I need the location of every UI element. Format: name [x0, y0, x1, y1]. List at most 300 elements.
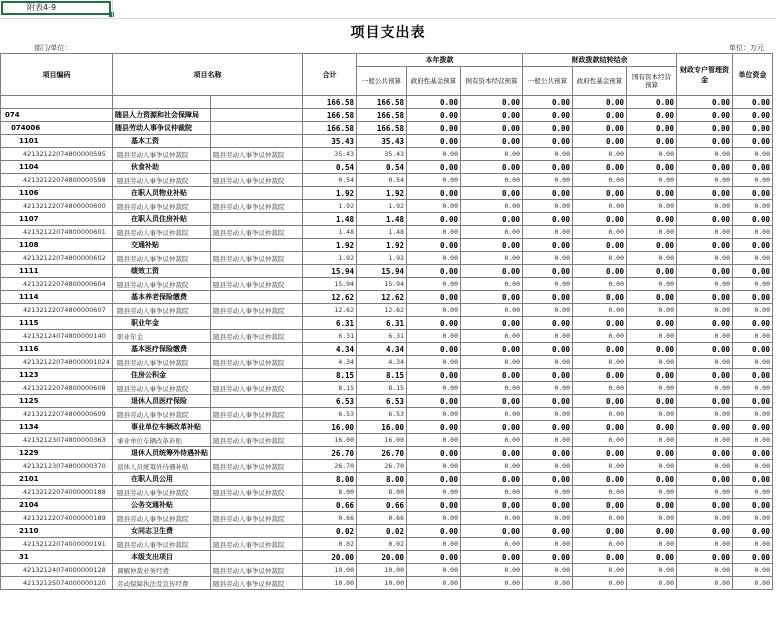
cell-value[interactable]: 0.00 [407, 96, 461, 109]
cell-unit[interactable] [211, 109, 303, 122]
cell-value[interactable]: 0.54 [303, 174, 357, 187]
cell-value[interactable]: 0.00 [733, 148, 773, 161]
cell-value[interactable]: 0.00 [573, 96, 627, 109]
cell-value[interactable]: 0.00 [627, 473, 677, 486]
cell-value[interactable]: 0.00 [461, 148, 523, 161]
cell-value[interactable]: 0.00 [677, 304, 733, 317]
cell-value[interactable]: 1.48 [357, 213, 407, 226]
cell-value[interactable]: 0.00 [407, 317, 461, 330]
cell-value[interactable]: 0.00 [733, 486, 773, 499]
cell-code[interactable]: 42132122074000000191 [1, 538, 113, 551]
cell-code[interactable]: 42132122074800000602 [1, 252, 113, 265]
cell-value[interactable]: 0.66 [303, 499, 357, 512]
cell-value[interactable]: 0.00 [461, 161, 523, 174]
cell-unit[interactable]: 随县劳动人事争议仲裁院 [211, 148, 303, 161]
cell-value[interactable]: 0.00 [627, 343, 677, 356]
cell-value[interactable]: 0.00 [523, 447, 573, 460]
cell-name[interactable]: 女同志卫生费 [113, 525, 211, 538]
cell-unit[interactable] [211, 213, 303, 226]
cell-value[interactable]: 0.00 [677, 551, 733, 564]
cell-value[interactable]: 0.00 [407, 122, 461, 135]
cell-value[interactable]: 166.58 [357, 122, 407, 135]
cell-name[interactable]: 劳动保障执法及宣传经费 [113, 577, 211, 590]
cell-value[interactable]: 0.00 [573, 291, 627, 304]
cell-value[interactable]: 0.00 [573, 395, 627, 408]
cell-name[interactable]: 在职人员公用 [113, 473, 211, 486]
cell-value[interactable]: 0.00 [573, 356, 627, 369]
cell-value[interactable]: 0.00 [407, 161, 461, 174]
cell-value[interactable]: 0.00 [573, 317, 627, 330]
cell-value[interactable]: 6.53 [357, 408, 407, 421]
cell-name[interactable]: 随县劳动人事争议仲裁院 [113, 304, 211, 317]
cell-value[interactable]: 0.00 [407, 564, 461, 577]
cell-unit[interactable]: 随县劳动人事争议仲裁院 [211, 252, 303, 265]
cell-value[interactable]: 0.00 [627, 408, 677, 421]
cell-value[interactable]: 0.00 [733, 356, 773, 369]
cell-value[interactable]: 0.00 [523, 239, 573, 252]
cell-value[interactable]: 0.00 [573, 174, 627, 187]
cell-value[interactable]: 0.00 [523, 200, 573, 213]
cell-value[interactable]: 16.00 [357, 421, 407, 434]
cell-name[interactable]: 在职人员住房补贴 [113, 213, 211, 226]
cell-value[interactable]: 26.70 [303, 460, 357, 473]
cell-value[interactable]: 0.00 [627, 395, 677, 408]
cell-unit[interactable] [211, 395, 303, 408]
cell-unit[interactable] [211, 122, 303, 135]
cell-value[interactable]: 0.00 [733, 174, 773, 187]
cell-value[interactable]: 4.34 [357, 356, 407, 369]
cell-value[interactable]: 0.00 [461, 395, 523, 408]
cell-value[interactable]: 0.00 [677, 434, 733, 447]
cell-value[interactable]: 0.00 [523, 135, 573, 148]
cell-value[interactable]: 0.00 [627, 252, 677, 265]
cell-value[interactable]: 0.00 [627, 226, 677, 239]
cell-value[interactable]: 0.00 [677, 512, 733, 525]
cell-code[interactable]: 42132122074000000189 [1, 512, 113, 525]
cell-value[interactable]: 0.00 [461, 525, 523, 538]
cell-value[interactable]: 0.00 [407, 473, 461, 486]
cell-value[interactable]: 6.31 [303, 330, 357, 343]
cell-value[interactable]: 0.00 [407, 408, 461, 421]
cell-value[interactable]: 15.94 [357, 265, 407, 278]
cell-value[interactable]: 0.00 [461, 239, 523, 252]
cell-value[interactable]: 0.00 [677, 538, 733, 551]
cell-value[interactable]: 0.00 [523, 252, 573, 265]
cell-value[interactable]: 166.58 [357, 109, 407, 122]
cell-value[interactable]: 0.00 [523, 278, 573, 291]
cell-code[interactable]: 42132122074000000188 [1, 486, 113, 499]
cell-code[interactable]: 42132123074800000370 [1, 460, 113, 473]
cell-value[interactable]: 12.62 [303, 304, 357, 317]
cell-value[interactable]: 8.00 [303, 486, 357, 499]
cell-value[interactable]: 0.00 [733, 577, 773, 590]
cell-value[interactable]: 0.00 [733, 460, 773, 473]
cell-value[interactable]: 0.00 [461, 343, 523, 356]
cell-value[interactable]: 0.00 [733, 538, 773, 551]
cell-value[interactable]: 0.00 [523, 512, 573, 525]
cell-value[interactable]: 0.00 [627, 525, 677, 538]
cell-name[interactable]: 交通补贴 [113, 239, 211, 252]
cell-value[interactable]: 1.92 [357, 239, 407, 252]
cell-unit[interactable] [211, 473, 303, 486]
cell-name[interactable]: 事业单位车辆改革补贴 [113, 421, 211, 434]
cell-value[interactable]: 0.00 [733, 317, 773, 330]
cell-value[interactable]: 0.00 [407, 447, 461, 460]
cell-value[interactable]: 0.00 [573, 330, 627, 343]
cell-value[interactable]: 0.00 [627, 369, 677, 382]
cell-code[interactable]: 42132122074800000595 [1, 148, 113, 161]
cell-value[interactable]: 6.31 [357, 330, 407, 343]
cell-value[interactable]: 0.00 [627, 304, 677, 317]
cell-value[interactable]: 0.00 [407, 395, 461, 408]
cell-value[interactable]: 0.00 [523, 473, 573, 486]
cell-name[interactable]: 本级支出项目 [113, 551, 211, 564]
cell-value[interactable]: 0.00 [523, 577, 573, 590]
cell-value[interactable]: 0.00 [627, 486, 677, 499]
cell-unit[interactable] [211, 447, 303, 460]
cell-unit[interactable]: 随县劳动人事争议仲裁院 [211, 486, 303, 499]
cell-value[interactable]: 4.34 [303, 356, 357, 369]
cell-value[interactable]: 0.00 [407, 499, 461, 512]
cell-unit[interactable]: 随县劳动人事争议仲裁院 [211, 434, 303, 447]
cell-value[interactable]: 0.00 [407, 213, 461, 226]
cell-value[interactable]: 0.00 [733, 304, 773, 317]
cell-value[interactable]: 0.00 [407, 486, 461, 499]
cell-code[interactable]: 42132122074800000609 [1, 408, 113, 421]
cell-value[interactable]: 0.00 [627, 278, 677, 291]
cell-name[interactable]: 随县劳动人事争议仲裁院 [113, 122, 211, 135]
cell-name[interactable]: 基本养老保险缴费 [113, 291, 211, 304]
cell-value[interactable]: 0.00 [461, 278, 523, 291]
cell-name[interactable]: 在职人员物业补贴 [113, 187, 211, 200]
cell-value[interactable]: 0.00 [407, 356, 461, 369]
cell-value[interactable]: 0.00 [677, 473, 733, 486]
cell-value[interactable]: 0.00 [733, 434, 773, 447]
cell-value[interactable]: 0.00 [461, 434, 523, 447]
cell-value[interactable]: 0.00 [461, 577, 523, 590]
cell-unit[interactable] [211, 135, 303, 148]
cell-value[interactable]: 0.00 [407, 434, 461, 447]
cell-value[interactable]: 0.00 [733, 187, 773, 200]
cell-value[interactable]: 8.15 [357, 382, 407, 395]
cell-unit[interactable]: 随县劳动人事争议仲裁院 [211, 408, 303, 421]
cell-value[interactable]: 0.00 [523, 343, 573, 356]
cell-value[interactable]: 0.00 [677, 447, 733, 460]
cell-value[interactable]: 0.00 [733, 525, 773, 538]
cell-value[interactable]: 0.00 [523, 330, 573, 343]
cell-value[interactable]: 0.00 [627, 330, 677, 343]
cell-name[interactable]: 退休人员统筹外待遇补贴 [113, 460, 211, 473]
cell-value[interactable]: 0.00 [461, 564, 523, 577]
cell-value[interactable]: 0.00 [677, 499, 733, 512]
cell-value[interactable]: 0.00 [523, 213, 573, 226]
cell-value[interactable]: 0.00 [733, 109, 773, 122]
cell-value[interactable]: 1.92 [303, 200, 357, 213]
cell-code[interactable]: 42132125074000000120 [1, 577, 113, 590]
cell-unit[interactable] [211, 343, 303, 356]
cell-value[interactable]: 0.00 [677, 408, 733, 421]
cell-code[interactable]: 1125 [1, 395, 113, 408]
cell-value[interactable]: 0.00 [523, 265, 573, 278]
cell-value[interactable]: 0.00 [677, 369, 733, 382]
cell-value[interactable]: 0.00 [523, 538, 573, 551]
cell-value[interactable]: 0.00 [523, 551, 573, 564]
cell-unit[interactable] [211, 499, 303, 512]
cell-value[interactable]: 0.00 [407, 200, 461, 213]
cell-value[interactable]: 0.00 [407, 239, 461, 252]
cell-value[interactable]: 0.00 [573, 447, 627, 460]
cell-value[interactable]: 0.00 [523, 356, 573, 369]
cell-value[interactable]: 0.00 [523, 122, 573, 135]
cell-value[interactable]: 6.53 [357, 395, 407, 408]
cell-value[interactable]: 0.00 [461, 512, 523, 525]
cell-value[interactable]: 0.00 [573, 486, 627, 499]
cell-value[interactable]: 0.00 [733, 447, 773, 460]
cell-value[interactable]: 0.00 [407, 265, 461, 278]
cell-value[interactable]: 0.00 [461, 122, 523, 135]
cell-value[interactable]: 8.15 [303, 382, 357, 395]
cell-value[interactable]: 1.92 [357, 252, 407, 265]
cell-value[interactable]: 0.00 [523, 421, 573, 434]
cell-value[interactable]: 0.00 [733, 122, 773, 135]
cell-code[interactable]: 1229 [1, 447, 113, 460]
cell-name[interactable]: 随县人力资源和社会保障局 [113, 109, 211, 122]
cell-value[interactable]: 0.00 [523, 525, 573, 538]
cell-value[interactable]: 16.00 [303, 421, 357, 434]
cell-value[interactable]: 0.00 [627, 447, 677, 460]
cell-value[interactable]: 15.94 [303, 265, 357, 278]
cell-value[interactable]: 0.00 [733, 213, 773, 226]
cell-value[interactable]: 6.53 [303, 395, 357, 408]
cell-value[interactable]: 0.00 [407, 109, 461, 122]
cell-value[interactable]: 0.00 [677, 317, 733, 330]
cell-name[interactable]: 随县劳动人事争议仲裁院 [113, 278, 211, 291]
cell-code[interactable]: 074 [1, 109, 113, 122]
cell-code[interactable]: 42132124074800000140 [1, 330, 113, 343]
cell-code[interactable]: 42132122074800000598 [1, 174, 113, 187]
cell-value[interactable]: 0.00 [627, 96, 677, 109]
cell-value[interactable]: 0.00 [677, 330, 733, 343]
cell-value[interactable]: 16.00 [303, 434, 357, 447]
cell-value[interactable]: 0.00 [523, 109, 573, 122]
cell-value[interactable]: 0.00 [573, 122, 627, 135]
cell-value[interactable]: 0.00 [461, 382, 523, 395]
cell-value[interactable]: 0.00 [523, 564, 573, 577]
cell-value[interactable]: 0.00 [627, 213, 677, 226]
cell-value[interactable]: 6.53 [303, 408, 357, 421]
cell-value[interactable]: 0.00 [523, 317, 573, 330]
cell-value[interactable]: 0.00 [733, 330, 773, 343]
cell-value[interactable]: 0.00 [523, 395, 573, 408]
cell-value[interactable]: 0.66 [303, 512, 357, 525]
cell-value[interactable]: 0.00 [461, 408, 523, 421]
cell-code[interactable]: 1106 [1, 187, 113, 200]
cell-value[interactable]: 0.00 [733, 421, 773, 434]
cell-unit[interactable]: 随县劳动人事争议仲裁院 [211, 460, 303, 473]
cell-value[interactable]: 0.00 [733, 395, 773, 408]
cell-value[interactable]: 0.00 [573, 265, 627, 278]
cell-value[interactable]: 0.00 [573, 252, 627, 265]
cell-value[interactable]: 0.00 [733, 239, 773, 252]
cell-value[interactable]: 10.00 [303, 577, 357, 590]
cell-unit[interactable]: 随县劳动人事争议仲裁院 [211, 577, 303, 590]
cell-value[interactable]: 12.62 [357, 291, 407, 304]
cell-value[interactable]: 0.00 [461, 304, 523, 317]
cell-unit[interactable] [211, 317, 303, 330]
cell-value[interactable]: 0.00 [407, 226, 461, 239]
cell-value[interactable]: 0.02 [357, 538, 407, 551]
cell-value[interactable]: 0.00 [733, 265, 773, 278]
cell-value[interactable]: 0.00 [573, 343, 627, 356]
cell-value[interactable]: 0.00 [461, 135, 523, 148]
cell-value[interactable]: 0.00 [461, 291, 523, 304]
cell-value[interactable]: 0.00 [627, 174, 677, 187]
cell-value[interactable]: 166.58 [357, 96, 407, 109]
cell-name[interactable]: 伙食补助 [113, 161, 211, 174]
cell-value[interactable]: 0.00 [407, 525, 461, 538]
cell-value[interactable]: 0.02 [303, 525, 357, 538]
cell-code[interactable]: 2104 [1, 499, 113, 512]
cell-value[interactable]: 0.00 [523, 161, 573, 174]
cell-value[interactable]: 0.00 [461, 226, 523, 239]
cell-value[interactable]: 0.00 [407, 421, 461, 434]
cell-value[interactable]: 0.00 [677, 161, 733, 174]
cell-value[interactable]: 0.00 [461, 356, 523, 369]
cell-value[interactable]: 0.00 [627, 200, 677, 213]
cell-value[interactable]: 0.00 [733, 564, 773, 577]
cell-name[interactable]: 随县劳动人事争议仲裁院 [113, 382, 211, 395]
cell-value[interactable]: 0.00 [627, 538, 677, 551]
cell-value[interactable]: 166.58 [303, 122, 357, 135]
cell-value[interactable]: 0.00 [573, 460, 627, 473]
cell-value[interactable]: 0.00 [523, 434, 573, 447]
cell-value[interactable]: 6.31 [357, 317, 407, 330]
cell-value[interactable]: 0.00 [523, 499, 573, 512]
cell-value[interactable]: 35.43 [303, 148, 357, 161]
cell-value[interactable]: 0.00 [573, 148, 627, 161]
cell-name[interactable]: 随县劳动人事争议仲裁院 [113, 486, 211, 499]
cell-value[interactable]: 0.00 [523, 226, 573, 239]
cell-value[interactable]: 0.00 [461, 421, 523, 434]
cell-value[interactable]: 1.48 [303, 226, 357, 239]
cell-value[interactable]: 0.00 [461, 447, 523, 460]
cell-value[interactable]: 0.00 [627, 551, 677, 564]
cell-value[interactable]: 0.00 [523, 486, 573, 499]
cell-value[interactable]: 8.15 [357, 369, 407, 382]
cell-value[interactable]: 0.00 [461, 200, 523, 213]
cell-value[interactable]: 0.00 [407, 187, 461, 200]
cell-name[interactable]: 随县劳动人事争议仲裁院 [113, 538, 211, 551]
cell-value[interactable]: 0.02 [303, 538, 357, 551]
cell-value[interactable]: 0.00 [677, 564, 733, 577]
cell-value[interactable]: 0.00 [677, 239, 733, 252]
cell-value[interactable]: 0.00 [461, 265, 523, 278]
cell-value[interactable]: 0.00 [461, 538, 523, 551]
cell-value[interactable]: 0.00 [733, 96, 773, 109]
cell-value[interactable]: 0.00 [461, 330, 523, 343]
cell-value[interactable]: 35.43 [303, 135, 357, 148]
cell-name[interactable]: 随县劳动人事争议仲裁院 [113, 408, 211, 421]
cell-value[interactable]: 0.00 [407, 135, 461, 148]
cell-code[interactable]: 42132122074800000600 [1, 200, 113, 213]
cell-value[interactable]: 0.00 [573, 408, 627, 421]
cell-value[interactable]: 0.00 [523, 369, 573, 382]
cell-value[interactable]: 0.00 [573, 434, 627, 447]
cell-code[interactable]: 1107 [1, 213, 113, 226]
cell-code[interactable] [1, 96, 113, 109]
cell-code[interactable]: 42132122074800000601 [1, 226, 113, 239]
cell-value[interactable]: 26.70 [357, 460, 407, 473]
cell-name[interactable]: 随县劳动人事争议仲裁院 [113, 200, 211, 213]
cell-value[interactable]: 0.54 [303, 161, 357, 174]
cell-name[interactable]: 随县劳动人事争议仲裁院 [113, 174, 211, 187]
cell-value[interactable]: 12.62 [303, 291, 357, 304]
cell-value[interactable]: 10.00 [357, 564, 407, 577]
cell-value[interactable]: 0.00 [733, 226, 773, 239]
cell-code[interactable]: 42132124074000000128 [1, 564, 113, 577]
cell-code[interactable]: 074006 [1, 122, 113, 135]
cell-value[interactable]: 26.70 [357, 447, 407, 460]
cell-value[interactable]: 0.00 [461, 187, 523, 200]
cell-value[interactable]: 0.00 [573, 200, 627, 213]
cell-value[interactable]: 0.00 [461, 369, 523, 382]
cell-code[interactable]: 1101 [1, 135, 113, 148]
cell-value[interactable]: 0.00 [573, 369, 627, 382]
cell-value[interactable]: 1.92 [303, 239, 357, 252]
cell-value[interactable]: 0.00 [573, 213, 627, 226]
cell-name[interactable]: 随县劳动人事争议仲裁院 [113, 512, 211, 525]
cell-value[interactable]: 166.58 [303, 109, 357, 122]
cell-value[interactable]: 0.00 [627, 434, 677, 447]
cell-unit[interactable] [211, 369, 303, 382]
cell-value[interactable]: 4.34 [357, 343, 407, 356]
cell-value[interactable]: 10.00 [303, 564, 357, 577]
cell-unit[interactable] [211, 525, 303, 538]
cell-value[interactable]: 0.00 [573, 577, 627, 590]
cell-value[interactable]: 0.00 [733, 408, 773, 421]
cell-value[interactable]: 35.43 [357, 135, 407, 148]
cell-name[interactable]: 事业单位车辆改革补贴 [113, 434, 211, 447]
cell-name[interactable]: 随县劳动人事争议仲裁院 [113, 356, 211, 369]
cell-code[interactable]: 42132122074800000608 [1, 382, 113, 395]
cell-code[interactable]: 42132122074800000604 [1, 278, 113, 291]
cell-value[interactable]: 0.00 [573, 421, 627, 434]
cell-value[interactable]: 0.00 [677, 421, 733, 434]
cell-value[interactable]: 0.00 [677, 174, 733, 187]
cell-value[interactable]: 0.00 [523, 291, 573, 304]
cell-unit[interactable] [211, 187, 303, 200]
cell-value[interactable]: 0.00 [677, 486, 733, 499]
cell-value[interactable]: 0.00 [627, 161, 677, 174]
cell-name[interactable]: 随县劳动人事争议仲裁院 [113, 226, 211, 239]
cell-value[interactable]: 0.00 [677, 96, 733, 109]
cell-value[interactable]: 0.00 [573, 538, 627, 551]
cell-name[interactable]: 退休人员医疗保险 [113, 395, 211, 408]
cell-value[interactable]: 1.92 [303, 252, 357, 265]
cell-unit[interactable] [211, 239, 303, 252]
cell-value[interactable]: 0.00 [627, 291, 677, 304]
cell-value[interactable]: 0.00 [573, 109, 627, 122]
cell-value[interactable]: 15.94 [357, 278, 407, 291]
cell-value[interactable]: 0.00 [523, 174, 573, 187]
cell-code[interactable]: 1116 [1, 343, 113, 356]
cell-value[interactable]: 0.00 [573, 226, 627, 239]
cell-value[interactable]: 0.00 [573, 551, 627, 564]
cell-name[interactable]: 公务交通补贴 [113, 499, 211, 512]
cell-code[interactable]: 1123 [1, 369, 113, 382]
cell-value[interactable]: 0.00 [733, 252, 773, 265]
cell-value[interactable]: 0.00 [407, 551, 461, 564]
